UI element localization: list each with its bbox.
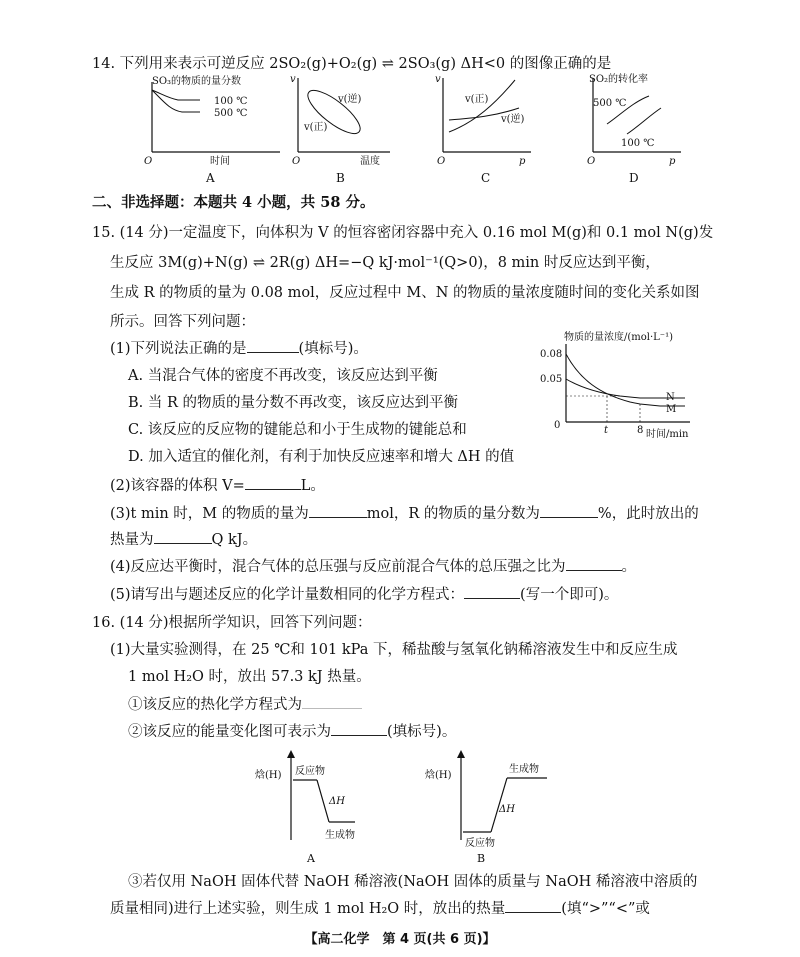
chart-series-m-label: M [666,404,677,415]
graph-c-origin: O [437,156,446,167]
graph-d-curve-100 [627,108,661,134]
graph-d-ylabel: SO₂的转化率 [589,74,649,85]
graph-a-curve1-label: 100 ℃ [214,96,248,107]
chart-xlabel: 时间/min [646,429,689,440]
q16-intro: 16. (14 分)根据所学知识，回答下列问题： [92,615,372,631]
section-2-heading: 二、非选择题：本题共 4 小题，共 58 分。 [92,194,375,211]
graph-d-curve2-label: 100 ℃ [621,138,655,149]
q15-intro-line3: 生成 R 的物质的量为 0.08 mol，反应过程中 M、N 的物质的量浓度随时间的变化关系如图 [110,285,700,301]
q15-part2-blank[interactable] [245,475,301,490]
q16-part1-line1: (1)大量实验测得，在 25 ℃和 101 kPa 下，稀盐酸与氢氧化钠稀溶液发生中和反应生成 [110,642,678,658]
diag-b-label: B [477,852,486,865]
q15-intro-line4: 所示。回答下列问题： [110,314,255,330]
graph-b-ylabel: v [290,74,296,85]
q14-graph-a [140,72,290,185]
graph-d-curve1-label: 500 ℃ [593,98,627,109]
q15-part4-text: (4)反应达平衡时，混合气体的总压强与反应前混合气体的总压强之比为 [110,559,566,575]
q15-part1 [110,337,368,358]
q15-part3-blank3[interactable] [154,529,212,544]
q14-graph-c [435,72,545,185]
diag-a-ylabel: 焓(H) [255,770,282,781]
q14-stem: 14. 下列用来表示可逆反应 2SO₂(g)+O₂(g) ⇌ 2SO₃(g) ΔH<0 的图像正确的是 [92,56,612,72]
q16-sub1-blank[interactable] [302,694,362,709]
q16-sub2 [128,720,456,741]
page-footer: 【高二化学 第 4 页(共 6 页)】 [304,932,496,947]
q16-sub2-tail: (填标号)。 [387,724,457,740]
chart-xtick-8: 8 [637,425,644,436]
q14-graph-b [290,72,400,185]
q16-part1-line2: 1 mol H₂O 时，放出 57.3 kJ 热量。 [128,669,371,685]
graph-d-origin: O [587,156,596,167]
q15-part5-tail: (写一个即可)。 [520,587,619,603]
graph-a-xlabel: 时间 [210,156,230,167]
q15-concentration-chart [540,330,710,450]
diag-a-delta: ΔH [329,796,345,807]
graph-b-label: B [336,171,345,185]
chart-origin: 0 [554,420,561,431]
chart-ytick-005: 0.05 [540,374,563,385]
diag-a-bottom-label: 生成物 [325,830,355,841]
q15-part5-text: (5)请写出与题述反应的化学计量数相同的化学方程式： [110,587,465,603]
q15-part2-tail: L。 [300,478,325,494]
graph-c-curve2-label: v(逆) [501,114,525,125]
q15-part3-blank2[interactable] [540,503,598,518]
graph-c-ylabel: v [435,74,441,85]
q15-part3-e: Q kJ。 [211,532,258,548]
q15-part4-blank[interactable] [566,556,622,571]
q16-energy-diagram-a [255,748,385,866]
q15-option-a: A. 当混合气体的密度不再改变，该反应达到平衡 [128,368,438,384]
diag-b-bottom-label: 反应物 [465,838,495,849]
q15-part4-tail: 。 [621,559,637,575]
q15-part3-b: mol，R 的物质的量分数为 [366,506,540,522]
q16-sub3-tail: (填“>”“<”或 [561,901,650,917]
q15-part2-text: (2)该容器的体积 V= [110,478,245,494]
q16-sub1 [128,693,362,714]
graph-b-xlabel: 温度 [360,156,380,167]
q15-part5-blank[interactable] [464,584,520,599]
q15-option-c: C. 该反应的反应物的键能总和小于生成物的键能总和 [128,422,467,438]
q16-sub2-blank[interactable] [331,721,387,736]
q16-sub3-text: 质量相同)进行上述实验，则生成 1 mol H₂O 时，放出的热量 [110,901,506,917]
diag-a-label: A [307,852,315,865]
graph-d-label: D [629,171,639,185]
q16-sub1-text: ①该反应的热化学方程式为 [128,697,302,713]
q15-option-b: B. 当 R 的物质的量分数不再改变，该反应达到平衡 [128,395,459,411]
q15-intro-line1: 15. (14 分)一定温度下，向体积为 V 的恒容密闭容器中充入 0.16 mol M(g)和 0.1 mol N(g)发 [92,225,714,241]
q15-part3-a: (3)t min 时，M 的物质的量为 [110,506,309,522]
q15-option-d: D. 加入适宜的催化剂，有利于加快反应速率和增大 ΔH 的值 [128,449,515,465]
q16-sub3-line1: ③若仅用 NaOH 固体代替 NaOH 稀溶液(NaOH 固体的质量与 NaOH 稀溶液中溶质的 [128,874,698,890]
q15-part3-blank1[interactable] [309,503,367,518]
graph-b-origin: O [292,156,301,167]
graph-c-xlabel: p [519,156,526,167]
graph-a-origin: O [144,156,153,167]
diag-b-top-label: 生成物 [509,764,539,775]
chart-ylabel: 物质的量浓度/(mol·L⁻¹) [564,332,673,343]
q15-part5 [110,583,618,604]
diag-a-arrow [287,750,295,758]
q16-sub3-blank[interactable] [505,898,561,913]
graph-c-curve1-label: v(正) [465,94,489,105]
q15-part3-cont [110,528,257,549]
graph-b-curve2-label: v(正) [304,122,328,133]
q14-graph-d [585,72,695,185]
graph-b-curve1-label: v(逆) [338,94,362,105]
graph-a-ylabel: SO₃的物质的量分数 [152,76,242,87]
diag-a-top-label: 反应物 [295,766,325,777]
q15-part1-text: (1)下列说法正确的是 [110,341,247,357]
q15-part3 [110,502,699,523]
q15-part2 [110,474,325,495]
q15-part3-c: %，此时放出的 [597,506,699,522]
q15-intro-line2: 生反应 3M(g)+N(g) ⇌ 2R(g) ΔH=−Q kJ·mol⁻¹(Q>0)，8 min 时反应达到平衡， [110,255,660,271]
graph-a-curve2-label: 500 ℃ [214,108,248,119]
q15-part4 [110,555,636,576]
chart-ytick-008: 0.08 [540,349,563,360]
graph-c-label: C [481,171,491,185]
graph-d-xlabel: p [669,156,676,167]
diag-b-ylabel: 焓(H) [425,770,452,781]
q16-sub2-text: ②该反应的能量变化图可表示为 [128,724,331,740]
chart-series-n-label: N [666,392,675,403]
graph-a-curve-100 [152,90,200,100]
q16-energy-diagram-b [425,748,565,866]
chart-xtick-t: t [604,425,609,436]
q16-sub3-line2 [110,897,650,918]
q15-part1-blank[interactable] [247,338,299,353]
graph-a-label: A [206,171,215,185]
q15-part1-tail: (填标号)。 [298,341,368,357]
q15-part3-d: 热量为 [110,532,154,548]
diag-a-slope [317,780,329,822]
diag-b-delta: ΔH [499,804,515,815]
diag-b-arrow [457,750,465,758]
